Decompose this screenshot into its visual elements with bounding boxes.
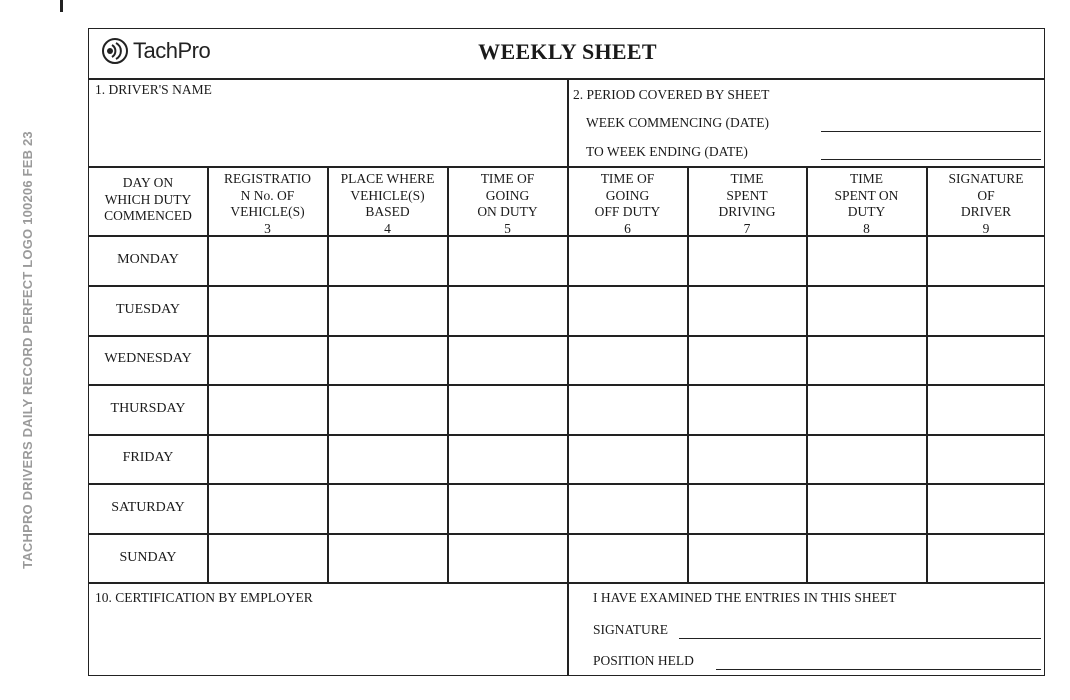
day-label-wednesday: WEDNESDAY (104, 351, 192, 366)
signature-field[interactable] (679, 638, 1041, 639)
day-label-saturday: SATURDAY (111, 500, 185, 515)
side-caption: TACHPRO DRIVERS DAILY RECORD PERFECT LOGO 100206 FEB 23 (20, 131, 35, 569)
week-ending-label: TO WEEK ENDING (DATE) (586, 144, 748, 159)
col-header-off-duty: TIME OF GOING OFF DUTY 6 (594, 171, 661, 236)
day-label-friday: FRIDAY (122, 450, 174, 465)
drivers-name-label: 1. DRIVER'S NAME (95, 82, 212, 97)
col-header-duty: TIME SPENT ON DUTY 8 (834, 171, 899, 236)
col-header-registration: REGISTRATIO N No. OF VEHICLE(S) 3 (224, 171, 311, 236)
col-header-place: PLACE WHERE VEHICLE(S) BASED 4 (340, 171, 435, 236)
day-label-monday: MONDAY (117, 252, 179, 267)
col-header-day: DAY ON WHICH DUTY COMMENCED (104, 175, 192, 223)
position-held-label: POSITION HELD (593, 653, 694, 668)
brand-name: TachPro (133, 38, 211, 63)
position-held-field[interactable] (716, 669, 1041, 670)
week-commencing-label: WEEK COMMENCING (DATE) (586, 115, 769, 130)
signature-label: SIGNATURE (593, 622, 669, 637)
rule (567, 582, 569, 676)
certification-label: 10. CERTIFICATION BY EMPLOYER (95, 590, 313, 605)
examined-statement: I HAVE EXAMINED THE ENTRIES IN THIS SHEET (593, 590, 897, 605)
rule (567, 78, 569, 167)
day-label-tuesday: TUESDAY (115, 302, 181, 317)
col-header-driving: TIME SPENT DRIVING 7 (718, 171, 776, 236)
period-label: 2. PERIOD COVERED BY SHEET (573, 87, 770, 102)
col-header-signature: SIGNATURE OF DRIVER 9 (948, 171, 1024, 236)
col-header-on-duty: TIME OF GOING ON DUTY 5 (477, 171, 538, 236)
day-label-thursday: THURSDAY (110, 401, 186, 416)
weekly-sheet-form (88, 28, 1045, 676)
drivers-name-field[interactable] (95, 103, 563, 163)
week-commencing-field[interactable] (821, 131, 1041, 132)
page-title: WEEKLY SHEET (478, 39, 657, 64)
day-label-sunday: SUNDAY (119, 550, 177, 565)
corner-mark (60, 0, 63, 12)
week-ending-field[interactable] (821, 159, 1041, 160)
